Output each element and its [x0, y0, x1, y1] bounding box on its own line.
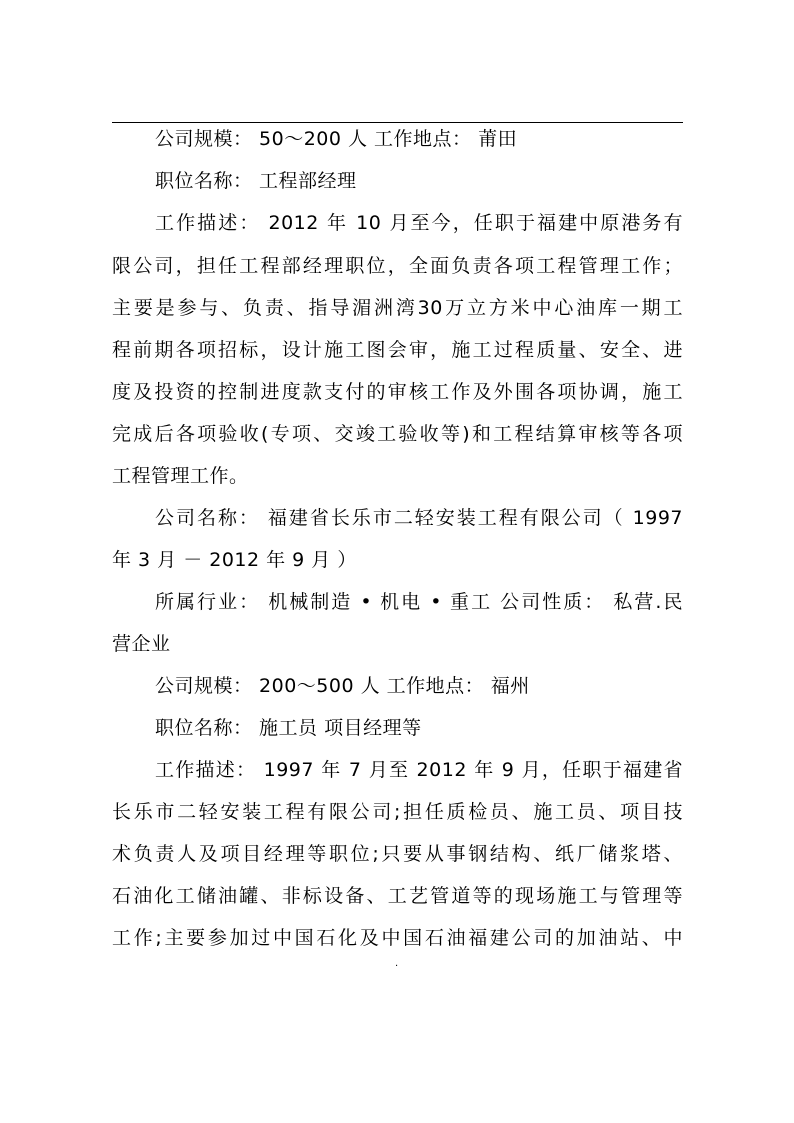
page-marker: . [395, 958, 399, 969]
job-description-line: 工作描述： 1997 年 7 月至 2012 年 9 月，任职于福建省 [155, 759, 683, 781]
paragraph-line: 完成后各项验收(专项、交竣工验收等)和工程结算审核等各项 [112, 423, 683, 445]
job-title-line-2: 职位名称： 施工员 项目经理等 [155, 717, 422, 739]
company-name-line: 公司名称： 福建省长乐市二轻安装工程有限公司（ 1997 [155, 507, 683, 529]
paragraph-line: 工程管理工作。 [112, 465, 249, 487]
paragraph-line: 术负责人及项目经理等职位;只要从事钢结构、纸厂储浆塔、 [112, 843, 683, 865]
industry-line: 所属行业： 机械制造 • 机电 • 重工 公司性质： 私营.民 [155, 591, 683, 613]
industry-line-continued: 营企业 [112, 633, 171, 655]
paragraph-line: 主要是参与、负责、指导湄洲湾30万立方米中心油库一期工 [112, 297, 683, 319]
company-size-line-1: 公司规模： 50～200 人 工作地点： 莆田 [155, 128, 518, 150]
job-description-line: 工作描述： 2012 年 10 月至今，任职于福建中原港务有 [155, 212, 683, 234]
header-rule [112, 122, 683, 123]
paragraph-line: 度及投资的控制进度款支付的审核工作及外围各项协调，施工 [112, 381, 683, 403]
paragraph-line: 限公司，担任工程部经理职位，全面负责各项工程管理工作； [112, 255, 683, 277]
paragraph-line: 石油化工储油罐、非标设备、工艺管道等的现场施工与管理等 [112, 885, 683, 907]
paragraph-line: 程前期各项招标，设计施工图会审，施工过程质量、安全、进 [112, 339, 683, 361]
employment-period-line: 年 3 月 － 2012 年 9 月 ） [112, 549, 357, 571]
company-size-line-2: 公司规模： 200～500 人 工作地点： 福州 [155, 675, 530, 697]
job-title-line-1: 职位名称： 工程部经理 [155, 170, 357, 192]
paragraph-line: 工作;主要参加过中国石化及中国石油福建公司的加油站、中 [112, 927, 683, 949]
paragraph-line: 长乐市二轻安装工程有限公司;担任质检员、施工员、项目技 [112, 801, 683, 823]
